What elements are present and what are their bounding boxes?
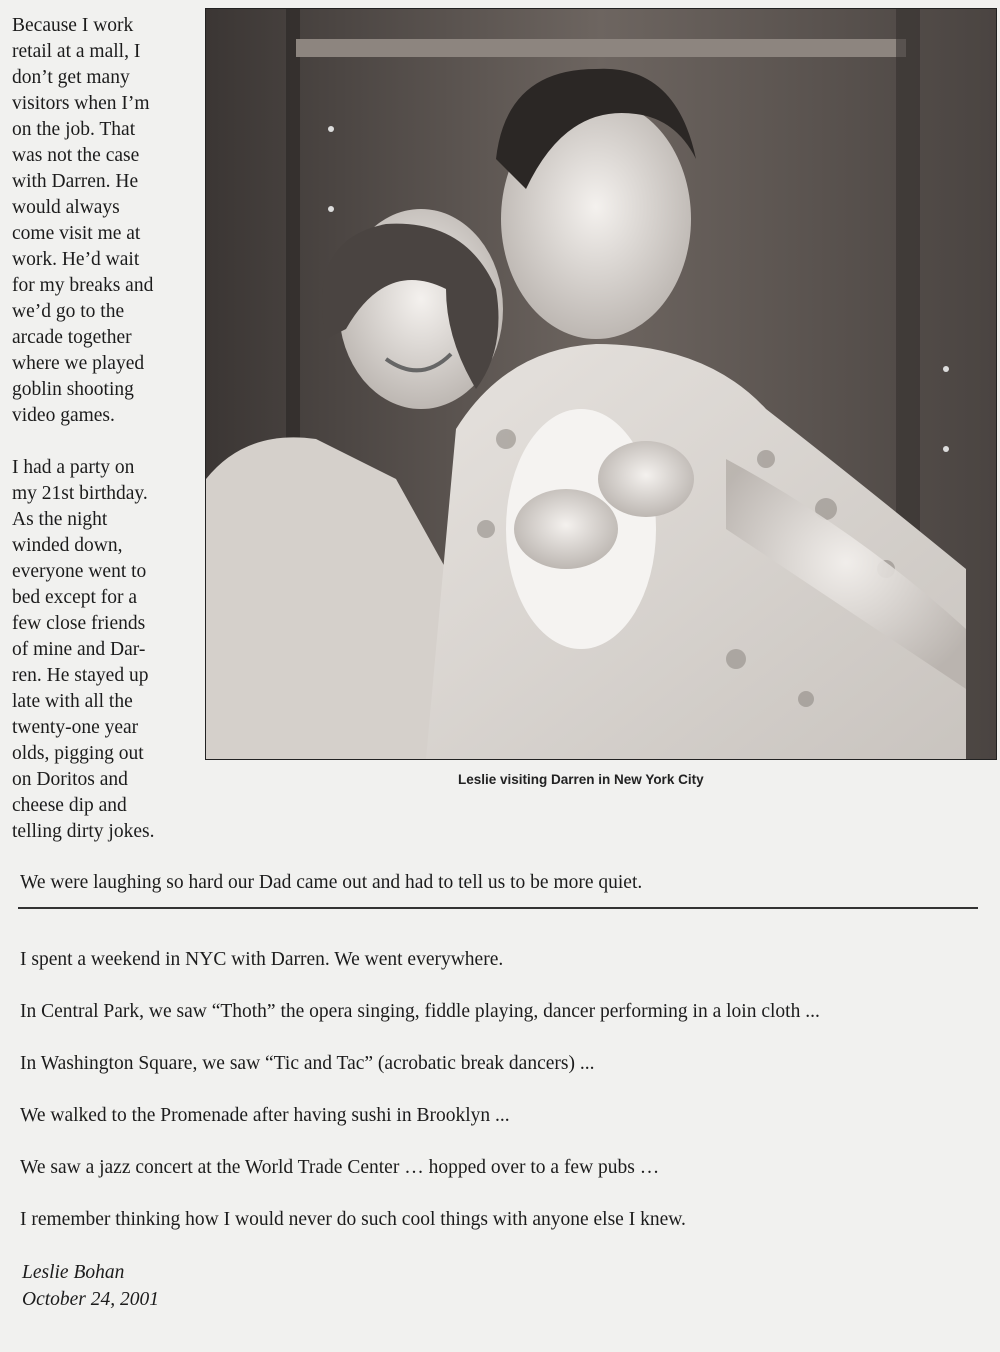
signature-name: Leslie Bohan (22, 1262, 125, 1283)
body-line-promenade: We walked to the Promenade after having sushi in Brooklyn ... (20, 1105, 510, 1126)
sidebar-column (12, 13, 192, 845)
photo-illustration (206, 9, 996, 759)
divider (18, 907, 978, 909)
body-line-washington-square: In Washington Square, we saw “Tic and Tac” (acrobatic break dancers) ... (20, 1053, 595, 1074)
photo (205, 8, 997, 760)
sidebar-paragraph-mall: Because I work retail at a mall, I don’t get many visitors when I’m on the job. That was not the case with Darren. He would always come visit me at work. He’d wait for my breaks and we’d go to the arcade together where we played goblin shooting video games. (12, 15, 154, 426)
body-line-remember: I remember thinking how I would never do such cool things with anyone else I knew. (20, 1209, 686, 1230)
signature-date: October 24, 2001 (22, 1289, 160, 1310)
body-line-weekend: I spent a weekend in NYC with Darren. We went everywhere. (20, 949, 504, 970)
body-line-central-park: In Central Park, we saw “Thoth” the opera singing, fiddle playing, dancer performing in a loin cloth ... (20, 1001, 820, 1022)
body-line-jazz-concert: We saw a jazz concert at the World Trade Center … hopped over to a few pubs … (20, 1157, 660, 1178)
sidebar-paragraph-birthday: I had a party on my 21st birthday. As the night winded down, everyone went to bed except for a few close friends of mine and Dar- ren. He stayed up late with all the twenty-one year olds, pigging out on Doritos and cheese dip and telling dirty jokes. (12, 457, 155, 842)
photo-caption: Leslie visiting Darren in New York City (458, 772, 704, 787)
laughing-line: We were laughing so hard our Dad came out and had to tell us to be more quiet. (20, 872, 643, 893)
